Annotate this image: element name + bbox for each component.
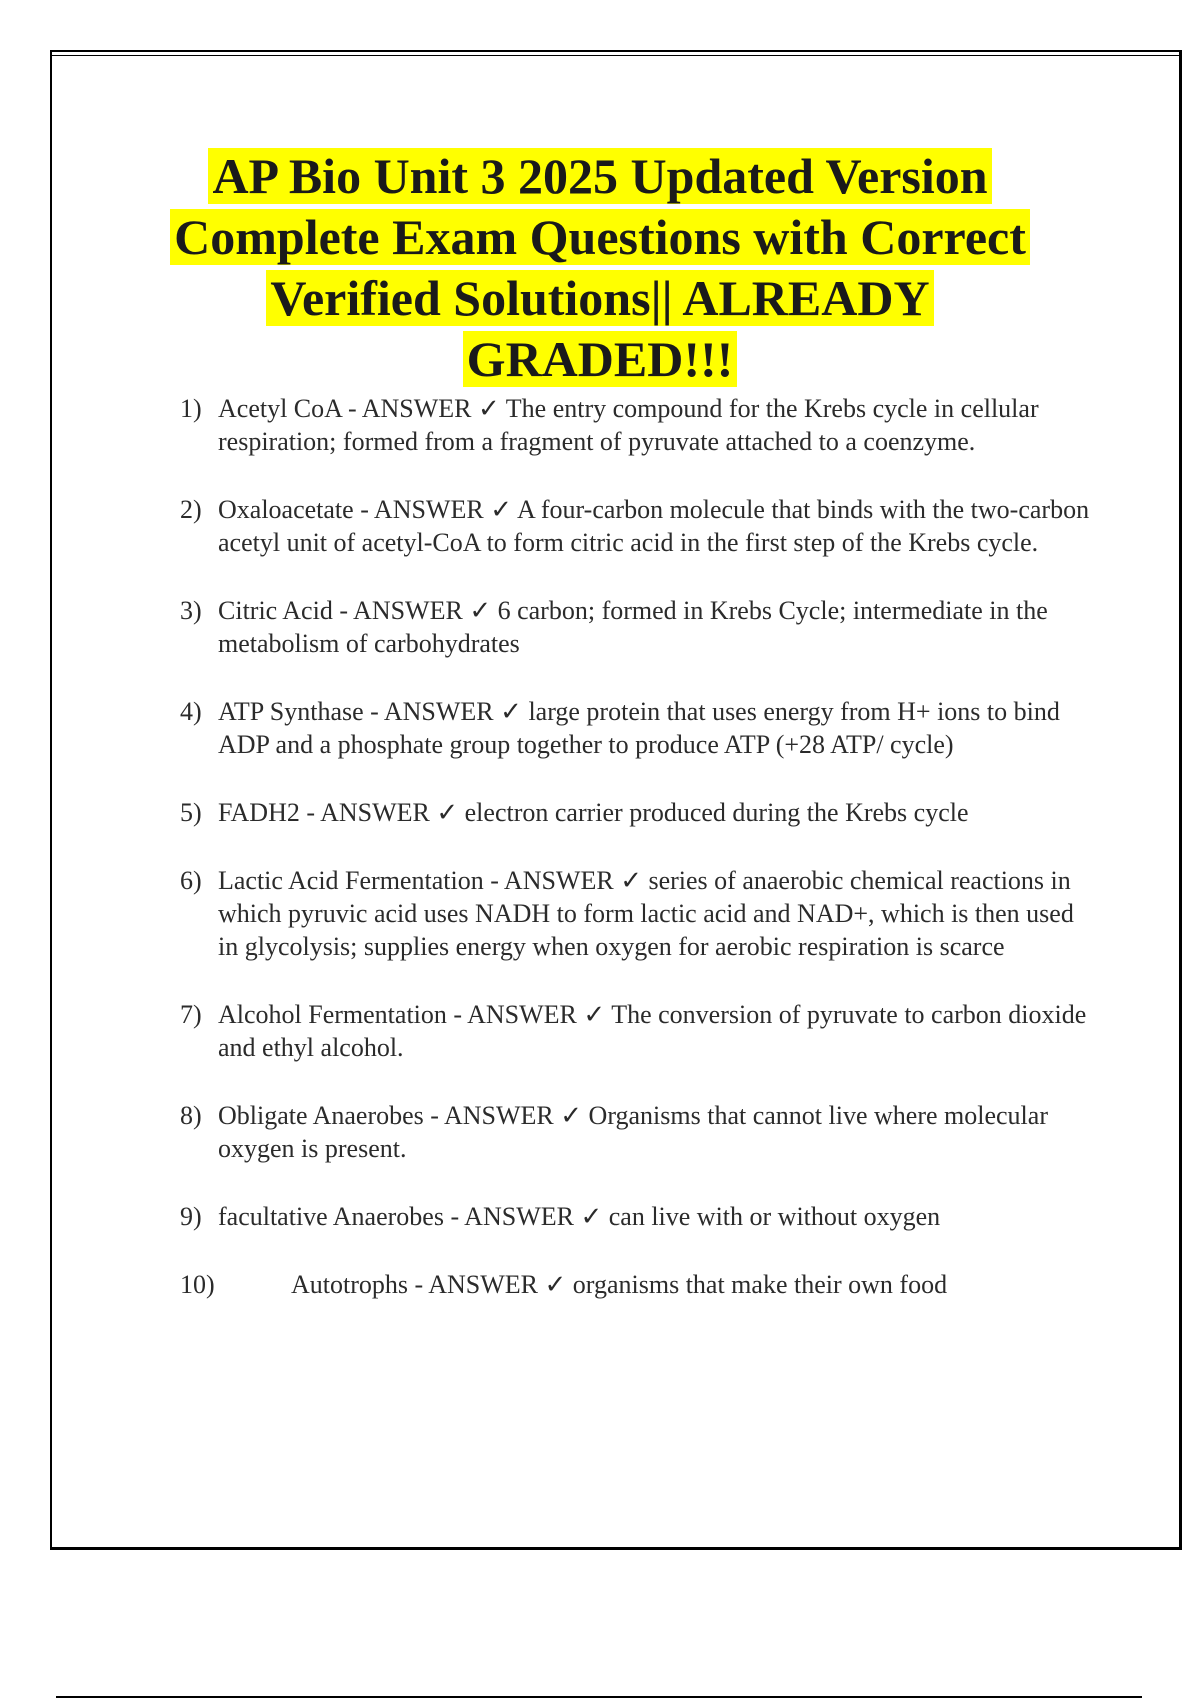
- item-number: 10): [180, 1270, 215, 1299]
- item-number: 6): [180, 866, 202, 895]
- item-number: 3): [180, 596, 202, 625]
- item-number: 9): [180, 1202, 202, 1231]
- list-item-5: [180, 796, 1100, 829]
- item-text: Acetyl CoA - ANSWER ✓ The entry compound for the Krebs cycle in cellular respiration; formed from a fragment of pyruvate attached to a coenzyme.: [218, 394, 1039, 456]
- list-item-10: [180, 1268, 1100, 1301]
- title-line-4: GRADED!!!: [463, 331, 738, 387]
- next-page-top-rule: [56, 1696, 1142, 1698]
- item-text: Obligate Anaerobes - ANSWER ✓ Organisms that cannot live where molecular oxygen is present.: [218, 1101, 1048, 1163]
- list-item-7: [180, 998, 1100, 1064]
- item-text: Citric Acid - ANSWER ✓ 6 carbon; formed in Krebs Cycle; intermediate in the metabolism of carbohydrates: [218, 596, 1048, 658]
- item-number: 1): [180, 394, 202, 423]
- list-item-9: [180, 1200, 1100, 1233]
- list-item-6: [180, 864, 1100, 963]
- title-line-3: Verified Solutions|| ALREADY: [266, 270, 933, 326]
- item-number: 7): [180, 1000, 202, 1029]
- item-text: Oxaloacetate - ANSWER ✓ A four-carbon molecule that binds with the two-carbon acetyl unit of acetyl-CoA to form citric acid in the first step of the Krebs cycle.: [218, 495, 1090, 557]
- item-text: ATP Synthase - ANSWER ✓ large protein that uses energy from H+ ions to bind ADP and a phosphate group together to produce ATP (+28 ATP/ cycle): [218, 697, 1060, 759]
- list-item-2: [180, 493, 1100, 559]
- title-line-2: Complete Exam Questions with Correct: [170, 209, 1030, 265]
- item-number: 4): [180, 697, 202, 726]
- item-text: Lactic Acid Fermentation - ANSWER ✓ series of anaerobic chemical reactions in which pyruvic acid uses NADH to form lactic acid and NAD+, which is then used in glycolysis; supplies energy when oxygen for aerobic respiration is scarce: [218, 866, 1074, 961]
- top-double-rule: [52, 50, 1180, 56]
- item-text: FADH2 - ANSWER ✓ electron carrier produced during the Krebs cycle: [218, 798, 969, 827]
- item-text: Alcohol Fermentation - ANSWER ✓ The conversion of pyruvate to carbon dioxide and ethyl alcohol.: [218, 1000, 1087, 1062]
- document-title: [80, 146, 1120, 390]
- item-text: facultative Anaerobes - ANSWER ✓ can live with or without oxygen: [218, 1202, 941, 1231]
- list-item-3: [180, 594, 1100, 660]
- item-number: 5): [180, 798, 202, 827]
- title-line-1: AP Bio Unit 3 2025 Updated Version: [208, 148, 991, 204]
- list-item-4: [180, 695, 1100, 761]
- list-item-1: [180, 392, 1100, 458]
- item-number: 8): [180, 1101, 202, 1130]
- question-answer-list: [180, 392, 1100, 1336]
- list-item-8: [180, 1099, 1100, 1165]
- item-text: Autotrophs - ANSWER ✓ organisms that make their own food: [291, 1270, 948, 1299]
- item-number: 2): [180, 495, 202, 524]
